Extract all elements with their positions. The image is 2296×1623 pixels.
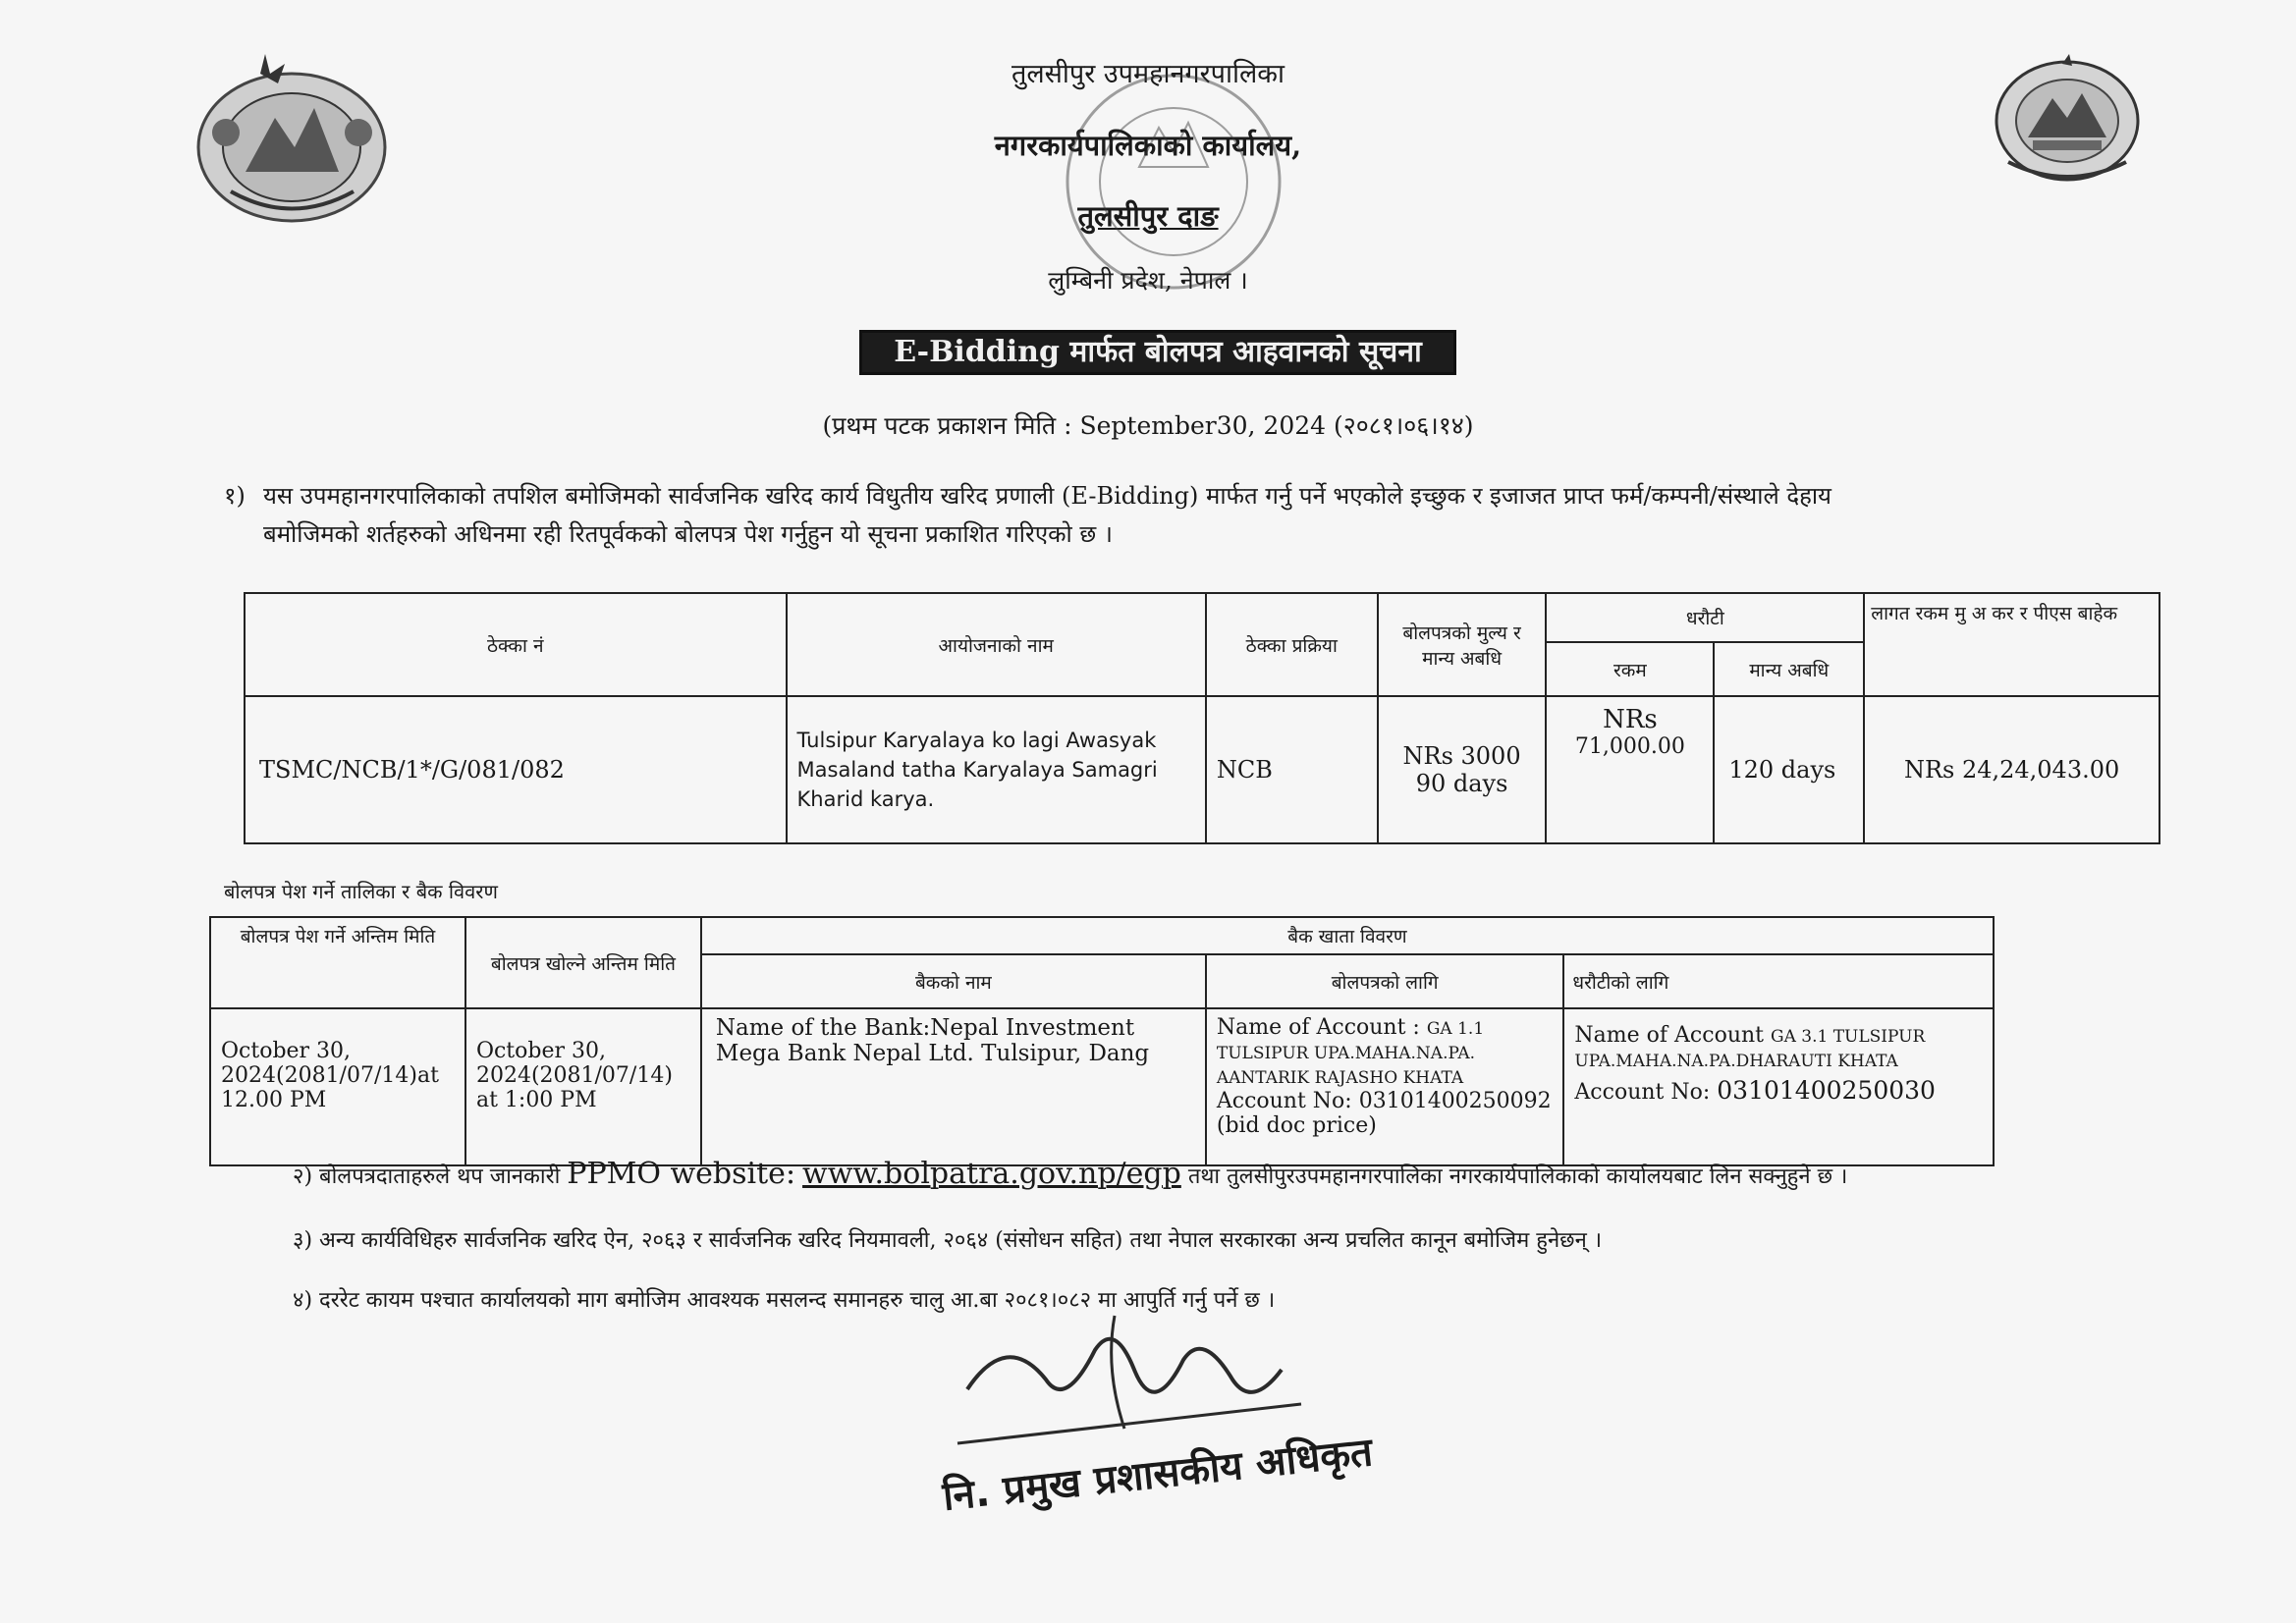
bid-account-number: Account No: 03101400250092 (1216, 1089, 1552, 1113)
schedule-bank-table (209, 916, 1995, 1166)
ppmo-website-link[interactable]: www.bolpatra.gov.np/egp (802, 1157, 1181, 1191)
th-project-name: आयोजनाको नाम (787, 593, 1206, 696)
notice-title-box (859, 330, 1456, 375)
cell-deposit-amount (1546, 696, 1714, 843)
th-deposit: धरौटी (1546, 593, 1864, 642)
para4: ४) दररेट कायम पश्चात कार्यालयको माग बमोजिम आवश्यक मसलन्द समानहरु चालु आ.बा २०८१।०८२ मा आपुर्ति गर्नु पर्ने छ । (293, 1288, 1276, 1313)
header-line2: नगरकार्यपालिकाको कार्यालय, (994, 129, 1302, 162)
th-submit-deadline: बोलपत्र पेश गर्ने अन्तिम मिति (210, 917, 465, 1008)
th-deposit-amount: रकम (1546, 642, 1714, 696)
th-contract-no: ठेक्का नं (245, 593, 787, 696)
th-bank-name: बैकको नाम (701, 954, 1206, 1008)
para2-post: तथा तुलसीपुरउपमहानगरपालिका नगरकार्यपालिकाको कार्यालयबाट लिन सक्नुहुने छ । (1187, 1164, 1848, 1189)
cell-submit-deadline: October 30, 2024(2081/07/14)at 12.00 PM (210, 1008, 465, 1165)
office-seal-stamp-icon (1061, 69, 1286, 295)
cell-deposit-validity: 120 days (1714, 696, 1864, 843)
contract-table (244, 592, 2160, 844)
para1-line-b: बमोजिमको शर्तहरुको अधिनमा रही रितपूर्वकको बोलपत्र पेश गर्नुहुन यो सूचना प्रकाशित गरिएको छ । (263, 520, 1113, 548)
header-line4: लुम्बिनी प्रदेश, नेपाल । (1048, 266, 1248, 295)
notice-title: E-Bidding मार्फत बोलपत्र आहवानको सूचना (894, 335, 1422, 369)
header-line1: तुलसीपुर उपमहानगरपालिका (1011, 59, 1285, 89)
bid-account-label: Name of Account : (1216, 1015, 1420, 1040)
th-for-deposit: धरौटीको लागि (1563, 954, 1994, 1008)
table-row (245, 696, 2159, 843)
deposit-account-number-label: Account No: (1574, 1080, 1711, 1105)
para2-pre: २) बोलपत्रदाताहरुले थप जानकारी (293, 1164, 561, 1189)
para1-number: १) (224, 482, 246, 510)
schedule-caption: बोलपत्र पेश गर्ने तालिका र बैक विवरण (224, 880, 498, 903)
th-bid-price: बोलपत्रको मुल्य र मान्य अबधि (1378, 593, 1547, 696)
cell-bid-account (1206, 1008, 1564, 1165)
bid-account-name: GA 1.1 TULSIPUR UPA.MAHA.NA.PA. AANTARIK RAJASHO KHATA (1216, 1019, 1485, 1088)
para2 (293, 1157, 1847, 1191)
bid-price-amount: NRs 3000 (1402, 742, 1521, 770)
para2-site-label: PPMO website: (567, 1157, 796, 1191)
th-for-bid: बोलपत्रको लागि (1206, 954, 1564, 1008)
cell-project-name: Tulsipur Karyalaya ko lagi Awasyak Masaland tatha Karyalaya Samagri Kharid karya. (787, 696, 1206, 843)
th-process: ठेक्का प्रक्रिया (1206, 593, 1378, 696)
cell-opening-date: October 30, 2024(2081/07/14) at 1:00 PM (465, 1008, 701, 1165)
cell-process: NCB (1206, 696, 1378, 843)
cell-contract-no: TSMC/NCB/1*/G/081/082 (245, 696, 787, 843)
table-row (210, 1008, 1994, 1165)
para1-line-a: यस उपमहानगरपालिकाको तपशिल बमोजिमको सार्वजनिक खरिद कार्य विधुतीय खरिद प्रणाली (E-Bidding) मार्फत गर्नु पर्ने भएकोले इच्छुक र इजाजत प्राप्त फर्म/कम्पनी/संस्थाले देहाय (263, 482, 1831, 510)
para3: ३) अन्य कार्यविधिहरु सार्वजनिक खरिद ऐन, २०६३ र सार्वजनिक खरिद नियमावली, २०६४ (संसोधन सहित) तथा नेपाल सरकारका अन्य प्रचलित कानून बमोजिम हुनेछन् । (293, 1228, 1603, 1253)
cell-bank-name: Name of the Bank:Nepal Investment Mega Bank Nepal Ltd. Tulsipur, Dang (701, 1008, 1206, 1165)
cell-deposit-account (1563, 1008, 1994, 1165)
th-deposit-validity: मान्य अबधि (1714, 642, 1864, 696)
th-cost-estimate: लागत रकम मु अ कर र पीएस बाहेक (1864, 593, 2159, 696)
bid-account-note: (bid doc price) (1216, 1113, 1377, 1138)
cell-bid-price (1378, 696, 1547, 843)
th-bank-details: बैक खाता विवरण (701, 917, 1994, 954)
th-opening-date: बोलपत्र खोल्ने अन्तिम मिति (465, 917, 701, 1008)
publication-date: (प्रथम पटक प्रकाशन मिति : September30, 2024 (२०८१।०६।१४) (822, 411, 1474, 440)
header-line3: तुलसीपुर दाङ (1077, 199, 1219, 233)
deposit-account-name: GA 3.1 TULSIPUR UPA.MAHA.NA.PA.DHARAUTI KHATA (1574, 1027, 1926, 1071)
signatory-title: नि. प्रमुख प्रशासकीय अधिकृत (940, 1430, 1375, 1520)
cell-cost-estimate: NRs 24,24,043.00 (1864, 696, 2159, 843)
deposit-account-number: 03101400250030 (1717, 1076, 1936, 1105)
deposit-currency: NRs (1603, 705, 1658, 734)
deposit-account-label: Name of Account (1574, 1023, 1764, 1048)
bid-price-validity: 90 days (1415, 770, 1508, 797)
deposit-value: 71,000.00 (1574, 734, 1685, 759)
